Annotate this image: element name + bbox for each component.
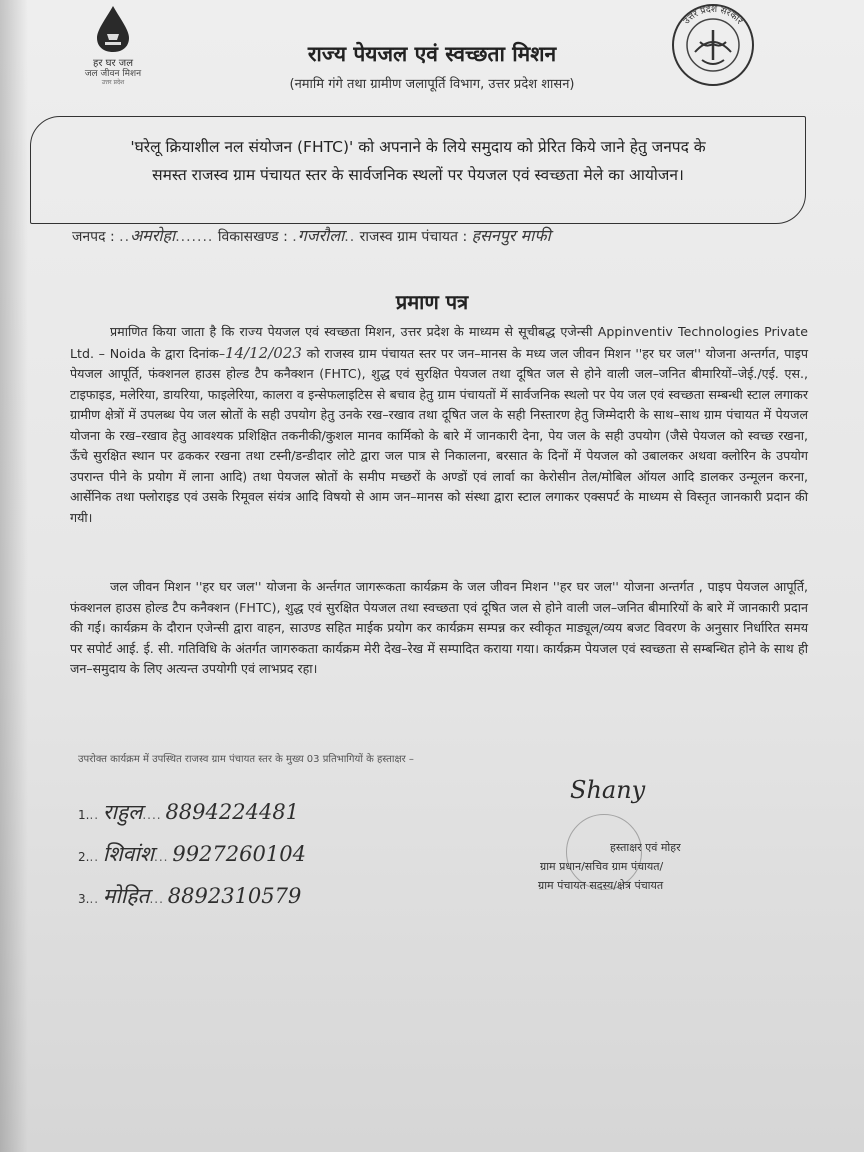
attendee-row: 1... राहुल.... 8894224481 (78, 800, 300, 824)
banner-line-1: 'घरेलू क्रियाशील नल संयोजन (FHTC)' को अपनाने के लिये समुदाय को प्रेरित किये जाने हेतु जनपद के (130, 138, 706, 156)
block-value: गजरौला (297, 226, 345, 245)
attendee-phone: 9927260104 (172, 842, 306, 866)
logo-caption-1: हर घर जल (93, 58, 133, 69)
certificate-paragraph-1 (70, 322, 808, 528)
attendee-row: 2... शिवांश... 9927260104 (78, 842, 306, 866)
attendee-number: 1. (78, 808, 90, 822)
page-shadow (0, 0, 28, 1152)
event-banner (30, 116, 806, 224)
attendee-name: शिवांश (102, 842, 155, 866)
panchayat-label: राजस्व ग्राम पंचायत : (359, 229, 468, 245)
logo-caption-3: उत्तर प्रदेश (101, 79, 125, 86)
emblem-caption: उत्तर प्रदेश सरकार (681, 4, 745, 27)
signatory-role-2: ग्राम प्रधान/सचिव ग्राम पंचायत/ (540, 860, 664, 873)
block-label: विकासखण्ड : (217, 229, 288, 245)
signature: Shany (570, 776, 646, 804)
district-label: जनपद : (72, 229, 115, 245)
attendee-row: 3... मोहित... 8892310579 (78, 884, 302, 908)
para1-start: प्रमाणित किया जाता है कि राज्य पेयजल एवं स्वच्छता मिशन, उत्तर प्रदेश के माध्यम से सूचीबद्ध एजेन्सी Appinventiv Technologies Private Ltd. – Noida के द्वारा दिनांक– (70, 324, 808, 361)
certificate-heading: प्रमाण पत्र (395, 290, 469, 314)
attendee-number: 3. (78, 892, 90, 906)
attendee-phone: 8892310579 (167, 884, 302, 908)
mission-subtitle: (नमामि गंगे तथा ग्रामीण जलापूर्ति विभाग, उत्तर प्रदेश शासन) (289, 77, 575, 92)
attendee-name: मोहित (102, 884, 150, 908)
attendee-number: 2. (78, 850, 90, 864)
location-row: जनपद : ..अमरोहा....... विकासखण्ड : .गजरौला.. राजस्व ग्राम पंचायत : हसनपुर माफी (72, 226, 551, 245)
attendee-phone: 8894224481 (165, 800, 300, 824)
panchayat-value: हसनपुर माफी (471, 226, 551, 245)
banner-line-2: समस्त राजस्व ग्राम पंचायत स्तर के सार्वजनिक स्थलों पर पेयजल एवं स्वच्छता मेले का आयोजन। (152, 166, 684, 184)
event-date: 14/12/023 (225, 343, 302, 362)
attendee-name: राहुल (102, 800, 143, 824)
svg-text:उत्तर प्रदेश सरकार (682, 3, 744, 27)
certificate-paragraph-2: जल जीवन मिशन ''हर घर जल'' योजना के अर्न्तगत जागरूकता कार्यक्रम के जल जीवन मिशन ''हर घर जल'' योजना अन्तर्गत , पाइप पेयजल आपूर्ति, फंक्शनल हाउस होल्ड टैप कनैक्शन (FHTC), शुद्ध एवं सुरक्षित पेयजल तथा स्वच्छता एवं दूषित जल से होने वाली जल–जनित बीमारियों के बारे में जानकारी प्रदान की गई। कार्यक्रम के दौरान एजेन्सी द्वारा वाहन, साउण्ड सहित माईक प्रयोग कर कार्यक्रम सम्पन्न कर स्वीकृत माड्यूल/व्यय बजट विवरण के अनुसार निर्धारित समय पर सपोर्ट आई. ई. सी. गतिविधि के अंतर्गत जागरुकता कार्यक्रम मेरी देख–रेख में सम्पादित कराया गया। कार्यक्रम पेयजल एवं स्वच्छता से सम्बन्धित होने के साथ ही जन–समुदाय के लिए अत्यन्त उपयोगी एवं लाभप्रद रहा। (70, 579, 808, 676)
mission-title: राज्य पेयजल एवं स्वच्छता मिशन (307, 42, 557, 66)
district-value: अमरोहा (130, 226, 176, 245)
logo-caption-2: जल जीवन मिशन (84, 69, 142, 79)
attendees-title: उपरोक्त कार्यक्रम में उपस्थित राजस्व ग्राम पंचायत स्तर के मुख्य 03 प्रतिभागियों के हस्ताक्षर – (78, 754, 414, 765)
signatory-role-3: ग्राम पंचायत सदस्य/क्षेत्र पंचायत (538, 879, 664, 892)
para1-rest: को राजस्व ग्राम पंचायत स्तर पर जन–मानस के मध्य जल जीवन मिशन ''हर घर जल'' योजना अन्तर्गत, पाइप पेयजल आपूर्ति, फंक्शनल हाउस होल्ड टैप कनैक्शन (FHTC), शुद्ध एवं सुरक्षित पेयजल तथा दूषित जल से होने वाली जल–जनित बीमारियों–जेई./एई. एस., टाइफाइड, मलेरिया, डायरिया, फाइलेरिया, कालरा व इन्सेफलाइटिस से बचाव हेतु ग्राम पंचायतों में सार्वजनिक स्थलो पर पेय जल एवं स्वच्छता सम्बन्धी स्टाल लगाकर ग्रामीण क्षेत्रों में उपलब्ध पेय जल स्रोतों के सही उपयोग हेतु उनके रख–रखाव तथा दूषित जल के सही निस्तारण हेतु जिम्मेदारी के साथ–साथ ग्राम पंचायत में पेयजल योजना के रख–रखाव हेतु आवश्यक प्रशिक्षित तकनीकी/कुशल मानव कार्मिको के बारे में जानकारी देना, पेय जल के सही उपयोग (जैसे पेयजल को स्वच्छ रखना, ऊँचे सुरक्षित स्थान पर ढककर रखना तथा टस्नी/डन्डीदार लोटे द्वारा जल पात्र से निकालना, बरसात के दिनों में पेयजल को उबालकर अथवा क्लोरिन के उपयोग उपरान्त पीने के प्रयोग में लाना आदि) तथा पेयजल स्रोतों के समीप मच्छरों के अण्डों एवं लार्वा का केरोसीन तेल/मोबिल ऑयल आदि डालकर उन्मूलन करना, आर्सेनिक तथा फ्लोराइड एवं उसके रिमूवल संयंत्र आदि विषयो से आम जन–मानस को संस्था द्वारा स्टाल लगाकर एक्सपर्ट के माध्यम से विस्तृत जानकारी प्रदान की गयी। (70, 345, 809, 525)
signatory-role-1: हस्ताक्षर एवं मोहर (610, 841, 681, 854)
signatory-block (538, 776, 810, 896)
